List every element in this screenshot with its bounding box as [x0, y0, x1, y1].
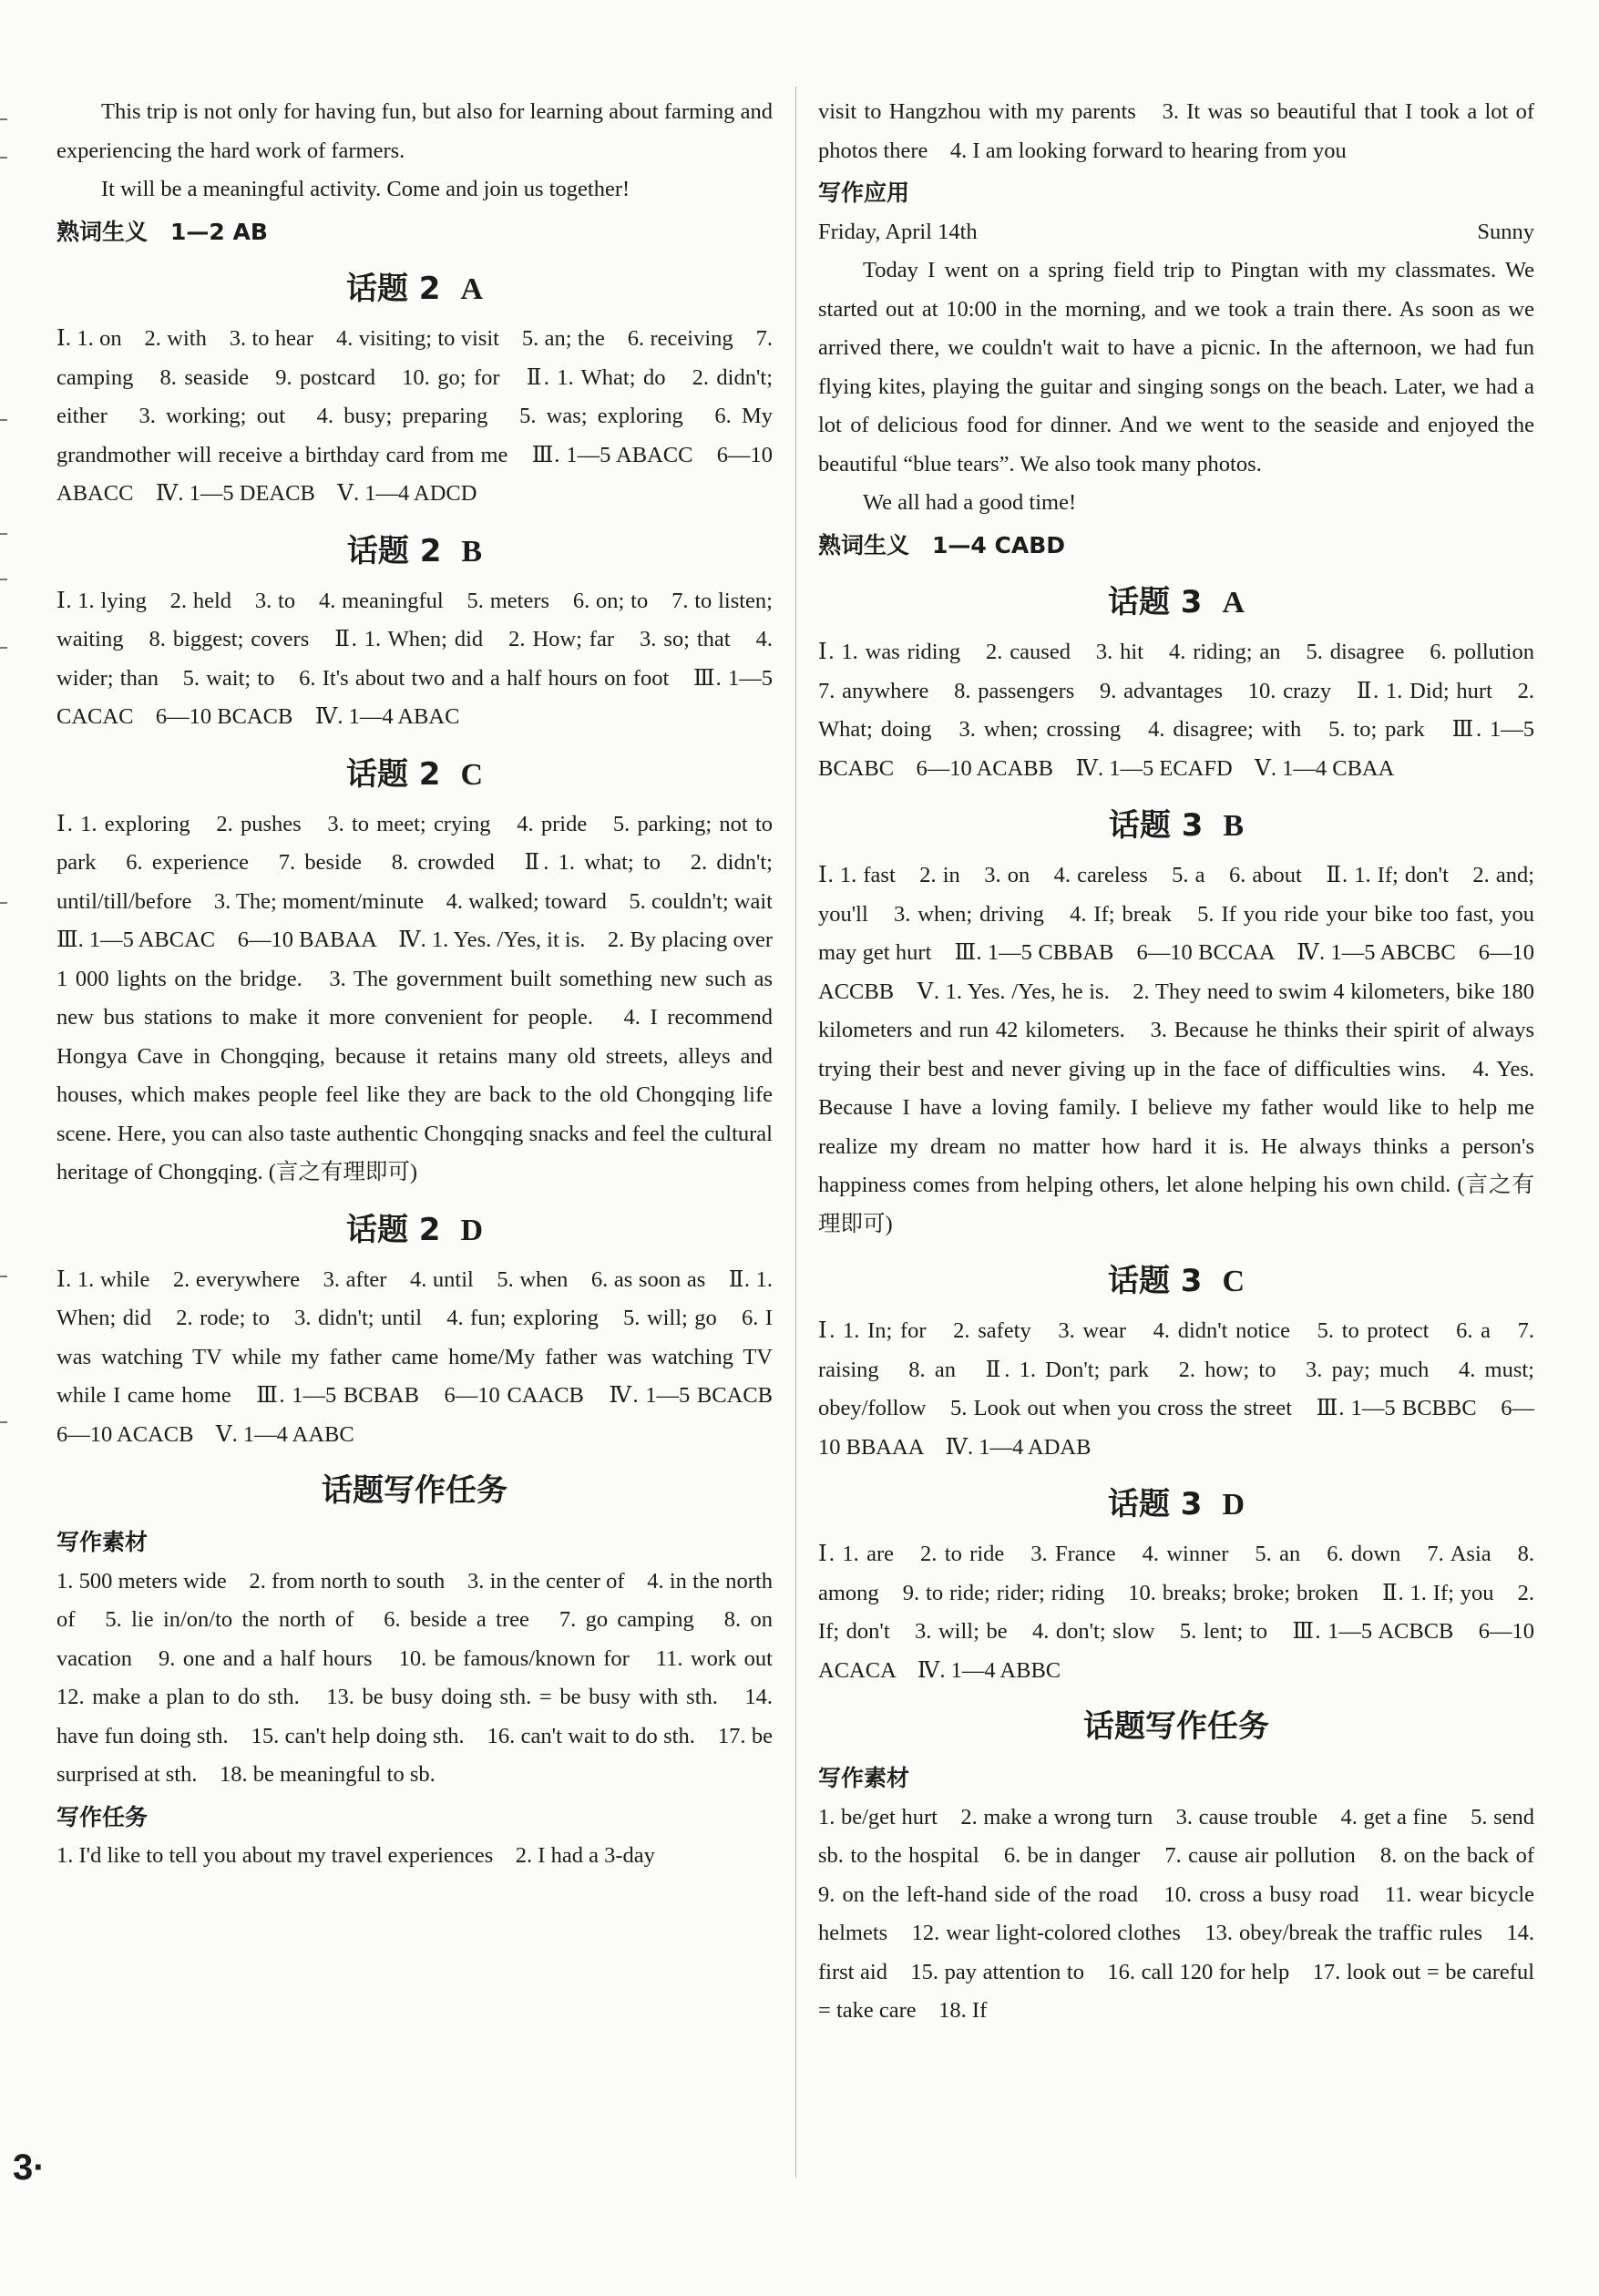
topic-title: 话题 3: [1107, 1486, 1203, 1522]
left-column: [56, 93, 795, 1876]
topic-letter: B: [1223, 809, 1245, 843]
diary-weather: Sunny: [1477, 219, 1534, 244]
writing-material-text: 1. be/get hurt 2. make a wrong turn 3. cause trouble 4. get a fine 5. send sb. to the hospital 6. be in danger 7. cause air pollution 8. on the back of 9. on the left-hand side of the road 10. cross a busy road 11. wear bicycle helmets 12. wear light-colored clothes 13. obey/break the traffic rules 14. first aid 15. pay attention to 16. call 120 for help 17. look out = be careful = take care 18. If: [818, 1804, 1557, 2023]
section-heading-topic2-d: [56, 1209, 773, 1252]
topic-letter: C: [1222, 1265, 1245, 1298]
vocab-answer-line: 熟词生义 1—4 CABD: [818, 531, 1065, 559]
writing-material-heading: 写作素材: [818, 1765, 910, 1791]
topic-title: 话题 3: [1108, 807, 1204, 844]
section-heading-topic3-b: [818, 805, 1534, 847]
writing-material-heading: 写作素材: [56, 1529, 149, 1555]
topic-title: 话题 2: [345, 271, 441, 307]
intro-paragraph-1: This trip is not only for having fun, but also for learning about farming and experiencing the hard work of farmers.: [56, 99, 773, 163]
answers-topic3-d: Ⅰ. 1. are 2. to ride 3. France 4. winner 5. an 6. down 7. Asia 8. among 9. to ride; rider; riding 10. breaks; broke; broken Ⅱ. 1. If; you 2. If; don't 3. will; be 4. don't; slow 5. lent; to Ⅲ. 1—5 ACBCB 6—10 ACACA Ⅳ. 1—4 ABBC: [818, 1542, 1534, 1683]
answers-topic2-c: Ⅰ. 1. exploring 2. pushes 3. to meet; crying 4. pride 5. parking; not to park 6. experience 7. beside 8. crowded Ⅱ. 1. what; to 2. didn't; until/till/before 3. The; moment/minute 4. walked; toward 5. couldn't; wait Ⅲ. 1—5 ABCAC 6—10 BABAA Ⅳ. 1. Yes. /Yes, it is. 2. By placing over 1 000 lights on the bridge. 3. The government built something new such as new bus stations to make it more convenient for people. 4. I recommend Hongya Cave in Chongqing, because it retains many old streets, alleys and houses, which makes people feel like they are back to the old Chongqing life scene. Here, you can also taste authentic Chongqing snacks and feel the cultural heritage of Chongqing. (言之有理即可): [56, 811, 795, 1184]
diary-date: Friday, April 14th: [818, 219, 978, 244]
topic-title: 话题 2: [346, 532, 442, 569]
section-heading-topic3-a: [818, 581, 1534, 624]
writing-task-continued: visit to Hangzhou with my parents 3. It was so beautiful that I took a lot of photos there 4. I am looking forward to hearing from you: [818, 99, 1534, 163]
writing-application-heading: 写作应用: [818, 179, 910, 206]
answers-topic2-b: Ⅰ. 1. lying 2. held 3. to 4. meaningful 5. meters 6. on; to 7. to listen; waiting 8. biggest; covers Ⅱ. 1. When; did 2. How; far 3. so; that 4. wider; than 5. wait; to 6. It's about two and a half hours on foot Ⅲ. 1—5 CACAC 6—10 BCACB Ⅳ. 1—4 ABAC: [56, 588, 773, 729]
topic-letter: A: [1222, 586, 1245, 620]
topic-title: 话题 3: [1107, 1263, 1203, 1299]
writing-material-text: 1. 500 meters wide 2. from north to south 3. in the center of 4. in the north of 5. lie in/on/to the north of 6. beside a tree 7. go camping 8. on vacation 9. one and a half hours 10. be famous/known for 11. work out 12. make a plan to do sth. 13. be busy doing sth. = be busy with sth. 14. have fun doing sth. 15. can't help doing sth. 16. can't wait to do sth. 17. be surprised at sth. 18. be meaningful to sb.: [56, 1568, 795, 1787]
section-heading-topic2-c: [56, 753, 773, 796]
topic-letter: A: [460, 272, 484, 306]
topic-title: 话题 2: [345, 1211, 441, 1248]
vocab-answer-line: 熟词生义 1—2 AB: [56, 218, 268, 245]
answers-topic3-c: Ⅰ. 1. In; for 2. safety 3. wear 4. didn't notice 5. to protect 6. a 7. raising 8. an Ⅱ. 1. Don't; park 2. how; to 3. pay; much 4. must; obey/follow 5. Look out when you cross the street Ⅲ. 1—5 BCBBC 6—10 BBAAA Ⅳ. 1—4 ADAB: [818, 1318, 1534, 1460]
section-heading-topic2-a: [56, 268, 773, 311]
writing-task-subheading: 写作任务: [56, 1803, 149, 1830]
answers-topic3-a: Ⅰ. 1. was riding 2. caused 3. hit 4. riding; an 5. disagree 6. pollution 7. anywhere 8. passengers 9. advantages 10. crazy Ⅱ. 1. Did; hurt 2. What; doing 3. when; crossing 4. disagree; with 5. to; park Ⅲ. 1—5 BCABC 6—10 ACABB Ⅳ. 1—5 ECAFD Ⅴ. 1—4 CBAA: [818, 640, 1557, 781]
diary-body: Today I went on a spring field trip to Pingtan with my classmates. We started out at 10:00 in the morning, and we took a train there. As soon as we arrived there, we couldn't wait to have a picnic. In the afternoon, we had fun flying kites, playing the guitar and singing songs on the beach. Later, we had a lot of delicious food for dinner. And we went to the seaside and enjoyed the beautiful “blue tears”. We also took many photos.: [818, 258, 1534, 477]
diary-header: [818, 213, 1534, 252]
answers-topic3-b: Ⅰ. 1. fast 2. in 3. on 4. careless 5. a 6. about Ⅱ. 1. If; don't 2. and; you'll 3. when; driving 4. If; break 5. If you ride your bike too fast, you may get hurt Ⅲ. 1—5 CBBAB 6—10 BCCAA Ⅳ. 1—5 ABCBC 6—10 ACCBB Ⅴ. 1. Yes. /Yes, he is. 2. They need to swim 4 kilometers, bike 180 kilometers and run 42 kilometers. 3. Because he thinks their spirit of always trying their best and never giving up in the face of difficulties wins. 4. Yes. Because I have a loving family. I believe my father would like to help me realize my dream no matter how hard it is. He always thinks a person's happiness comes from helping others, let alone helping his own child. (言之有理即可): [818, 863, 1534, 1236]
answers-topic2-a: Ⅰ. 1. on 2. with 3. to hear 4. visiting; to visit 5. an; the 6. receiving 7. camping 8. seaside 9. postcard 10. go; for Ⅱ. 1. What; do 2. didn't; either 3. working; out 4. busy; preparing 5. was; exploring 6. My grandmother will receive a birthday card from me Ⅲ. 1—5 ABACC 6—10 ABACC Ⅳ. 1—5 DEACB Ⅴ. 1—4 ADCD: [56, 326, 773, 506]
topic-letter: C: [460, 757, 484, 792]
answers-topic2-d: Ⅰ. 1. while 2. everywhere 3. after 4. until 5. when 6. as soon as Ⅱ. 1. When; did 2. rode; to 3. didn't; until 4. fun; exploring 5. will; go 6. I was watching TV while my father came home/My father was watching TV while I came home Ⅲ. 1—5 BCBAB 6—10 CAACB Ⅳ. 1—5 BCACB 6—10 ACACB Ⅴ. 1—4 AABC: [56, 1266, 795, 1447]
intro-paragraph-2: It will be a meaningful activity. Come and join us together!: [101, 177, 630, 201]
topic-title: 话题 2: [345, 755, 441, 793]
page-number: 3·: [13, 2147, 46, 2188]
diary-closing: We all had a good time!: [863, 490, 1077, 515]
writing-task-text: 1. I'd like to tell you about my travel experiences 2. I had a 3-day: [56, 1843, 655, 1868]
section-heading-topic3-c: [818, 1260, 1534, 1303]
binding-edge-marks: [0, 0, 13, 2296]
writing-task-heading: 话题写作任务: [1083, 1708, 1269, 1745]
column-divider: [795, 87, 796, 2178]
section-heading-topic3-d: [818, 1483, 1534, 1526]
topic-letter: D: [460, 1213, 484, 1247]
section-heading-topic2-b: [56, 530, 773, 573]
topic-letter: B: [461, 534, 483, 569]
topic-letter: D: [1222, 1488, 1245, 1522]
topic-title: 话题 3: [1107, 584, 1203, 620]
writing-task-heading: 话题写作任务: [322, 1472, 507, 1509]
right-column: [818, 93, 1557, 2031]
